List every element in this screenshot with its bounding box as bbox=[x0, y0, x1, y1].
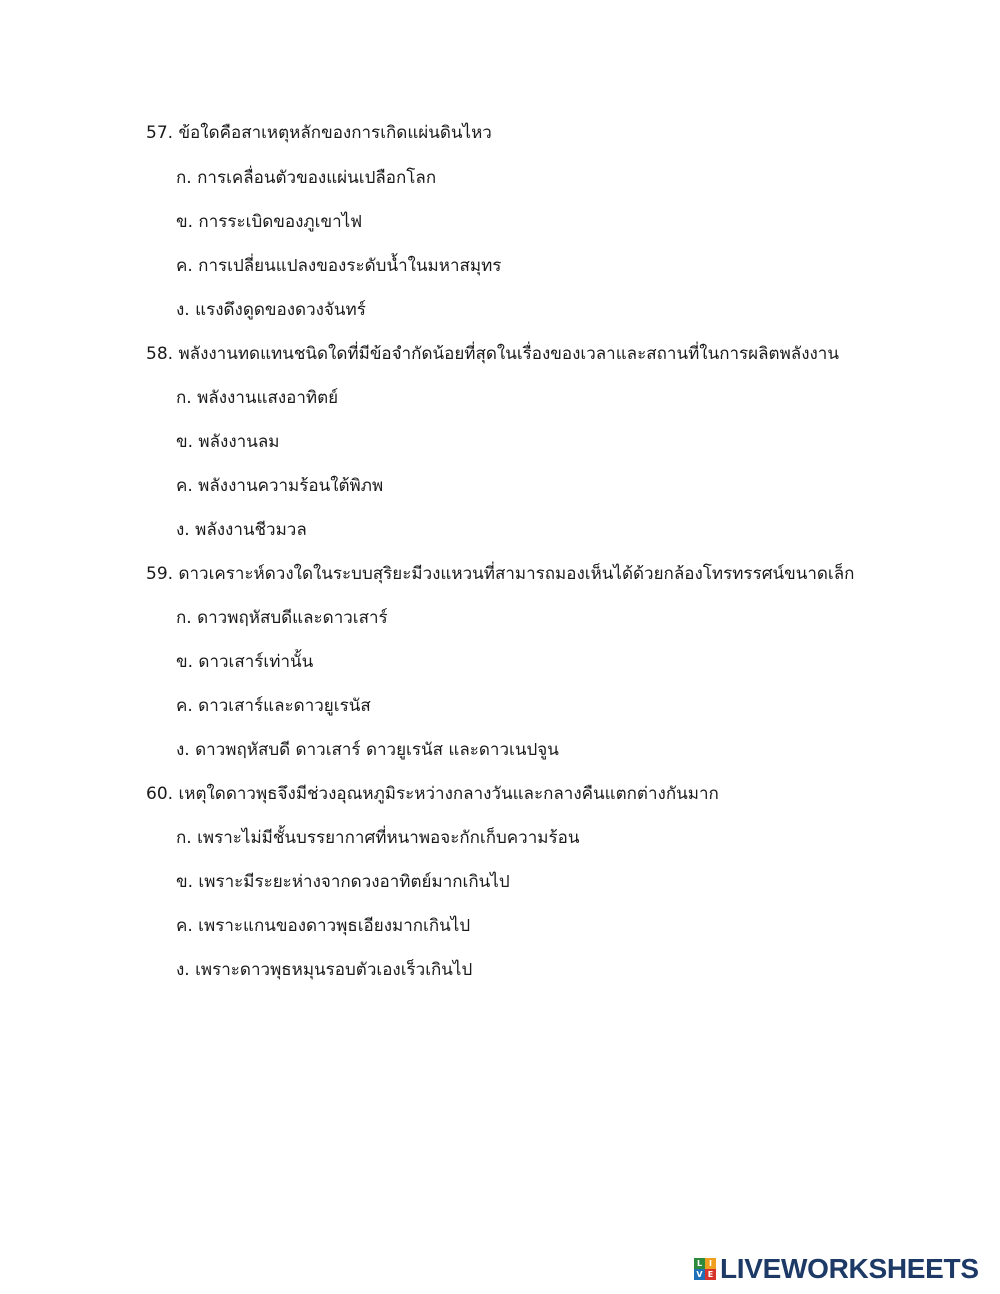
liveworksheets-logo-text: LIVEWORKSHEETS bbox=[720, 1253, 979, 1284]
question-59: 59. ดาวเคราะห์ดวงใดในระบบสุริยะมีวงแหวนที่สามารถมองเห็นได้ด้วยกล้องโทรทรรศน์ขนาดเล็ก bbox=[146, 564, 855, 584]
question-58-choice-c: ค. พลังงานความร้อนใต้พิภพ bbox=[176, 476, 384, 496]
liveworksheets-logo bbox=[694, 1254, 979, 1284]
logo-tile-l: L bbox=[694, 1258, 705, 1269]
question-58-choice-a: ก. พลังงานแสงอาทิตย์ bbox=[176, 388, 339, 408]
question-60-choice-d: ง. เพราะดาวพุธหมุนรอบตัวเองเร็วเกินไป bbox=[176, 960, 473, 980]
question-59-choice-a: ก. ดาวพฤหัสบดีและดาวเสาร์ bbox=[176, 608, 388, 628]
question-57: 57. ข้อใดคือสาเหตุหลักของการเกิดแผ่นดินไหว bbox=[146, 123, 492, 143]
liveworksheets-logo-icon bbox=[694, 1258, 716, 1280]
question-59-choice-c: ค. ดาวเสาร์และดาวยูเรนัส bbox=[176, 696, 371, 716]
question-60-choice-b: ข. เพราะมีระยะห่างจากดวงอาทิตย์มากเกินไป bbox=[176, 872, 510, 892]
question-60-choice-a: ก. เพราะไม่มีชั้นบรรยากาศที่หนาพอจะกักเก็บความร้อน bbox=[176, 828, 580, 848]
question-57-choice-a: ก. การเคลื่อนตัวของแผ่นเปลือกโลก bbox=[176, 168, 437, 188]
question-57-choice-d: ง. แรงดึงดูดของดวงจันทร์ bbox=[176, 300, 366, 320]
logo-tile-i: I bbox=[705, 1258, 716, 1269]
question-58-choice-b: ข. พลังงานลม bbox=[176, 432, 280, 452]
question-57-choice-b: ข. การระเบิดของภูเขาไฟ bbox=[176, 212, 363, 232]
logo-tile-e: E bbox=[705, 1269, 716, 1280]
question-60: 60. เหตุใดดาวพุธจึงมีช่วงอุณหภูมิระหว่างกลางวันและกลางคืนแตกต่างกันมาก bbox=[146, 784, 719, 804]
question-60-choice-c: ค. เพราะแกนของดาวพุธเอียงมากเกินไป bbox=[176, 916, 471, 936]
question-59-choice-b: ข. ดาวเสาร์เท่านั้น bbox=[176, 652, 314, 672]
question-58-choice-d: ง. พลังงานชีวมวล bbox=[176, 520, 307, 540]
logo-tile-v: V bbox=[694, 1269, 705, 1280]
question-57-choice-c: ค. การเปลี่ยนแปลงของระดับน้ำในมหาสมุทร bbox=[176, 256, 502, 276]
question-59-choice-d: ง. ดาวพฤหัสบดี ดาวเสาร์ ดาวยูเรนัส และดาวเนปจูน bbox=[176, 740, 559, 760]
question-58: 58. พลังงานทดแทนชนิดใดที่มีข้อจำกัดน้อยที่สุดในเรื่องของเวลาและสถานที่ในการผลิตพลังงาน bbox=[146, 344, 839, 364]
